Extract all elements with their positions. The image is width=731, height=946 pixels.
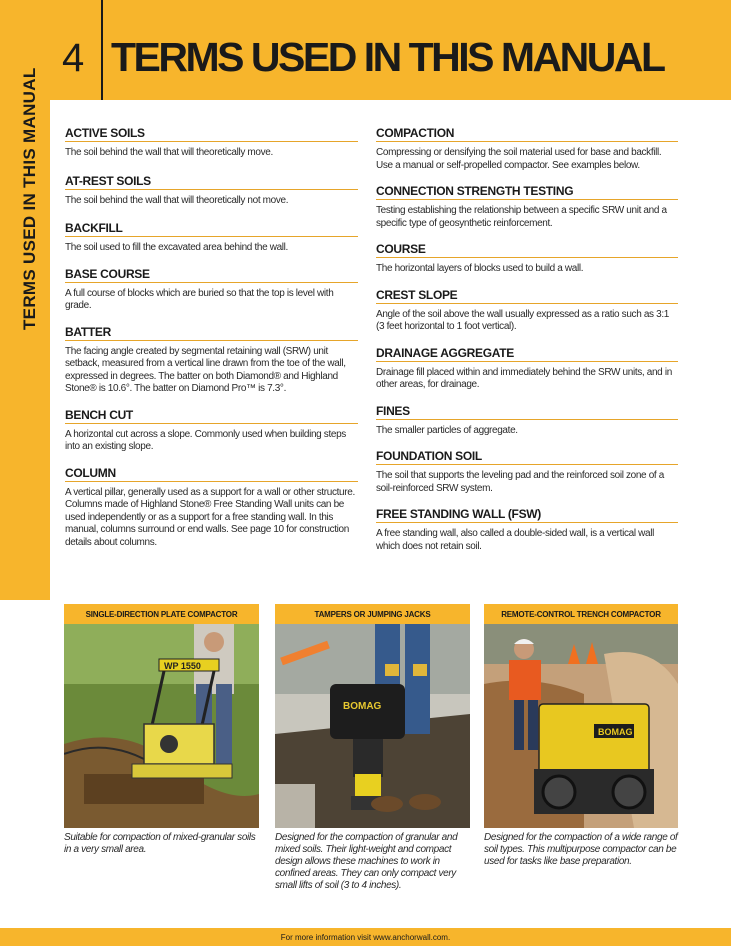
trench-compactor-illustration bbox=[484, 624, 678, 828]
side-title: TERMS USED IN THIS MANUAL bbox=[20, 67, 39, 330]
tamper-illustration bbox=[275, 624, 470, 828]
term-title: FINES bbox=[376, 404, 678, 420]
header-divider bbox=[101, 0, 103, 100]
term-definition: The smaller particles of aggregate. bbox=[376, 424, 518, 436]
machine-text: WP 1550 bbox=[164, 661, 201, 671]
term-title: BATTER bbox=[65, 325, 358, 341]
term-definition: Compressing or densifying the soil material used for base and backfill. Use a manual or self-propelled compactor. See examples below. bbox=[376, 147, 662, 171]
term-definition: The soil behind the wall that will theoretically not move. bbox=[65, 194, 289, 206]
term-title: FOUNDATION SOIL bbox=[376, 449, 678, 465]
term-definition: Angle of the soil above the wall usually expressed as a ratio such as 3:1 (3 feet horizontal to 1 foot vertical). bbox=[376, 308, 669, 332]
term-definition: Testing establishing the relationship between a specific SRW unit and a specific type of geosynthetic reinforcement. bbox=[376, 205, 667, 229]
term-definition: The horizontal layers of blocks used to build a wall. bbox=[376, 263, 584, 274]
term-definition: A free standing wall, also called a double-sided wall, is a vertical wall which does not retain soil. bbox=[376, 528, 654, 552]
term-column bbox=[65, 466, 358, 550]
photo-label: TAMPERS OR JUMPING JACKS bbox=[275, 604, 470, 624]
term-title: BENCH CUT bbox=[65, 408, 358, 424]
photo-label: REMOTE-CONTROL TRENCH COMPACTOR bbox=[484, 604, 678, 624]
term-active-soils bbox=[65, 126, 358, 160]
photo-card-trench-compactor bbox=[484, 604, 678, 868]
term-definition: Drainage fill placed within and immediately behind the SRW units, and in other areas, for drainage. bbox=[376, 366, 672, 390]
term-title: COURSE bbox=[376, 242, 678, 258]
term-definition: The soil behind the wall that will theoretically move. bbox=[65, 147, 273, 158]
plate-compactor-illustration bbox=[64, 624, 259, 828]
term-title: CREST SLOPE bbox=[376, 288, 678, 304]
term-title: COLUMN bbox=[65, 466, 358, 482]
page-title: TERMS USED IN THIS MANUAL bbox=[111, 34, 664, 80]
term-definition: A full course of blocks which are buried so that the top is level with grade. bbox=[65, 287, 334, 311]
photo-card-tamper bbox=[275, 604, 470, 892]
term-bench-cut bbox=[65, 408, 358, 454]
section-number: 4 bbox=[62, 36, 84, 80]
term-title: BACKFILL bbox=[65, 221, 358, 237]
photo-caption: Designed for the compaction of granular and mixed soils. Their light-weight and compact design allows these machines to work in confined areas. They can only compact very small lifts of soil (3 to 4 inches). bbox=[275, 832, 458, 891]
term-title: AT-REST SOILS bbox=[65, 174, 358, 190]
term-fines bbox=[376, 404, 678, 438]
machine-text: BOMAG bbox=[343, 701, 382, 712]
term-definition: A horizontal cut across a slope. Commonly used when building steps into an existing slope. bbox=[65, 428, 346, 452]
term-definition: The soil used to fill the excavated area behind the wall. bbox=[65, 242, 288, 253]
photo-label: SINGLE-DIRECTION PLATE COMPACTOR bbox=[64, 604, 259, 624]
photo-card-plate-compactor bbox=[64, 604, 259, 856]
term-batter bbox=[65, 325, 358, 396]
trench-compactor-photo bbox=[484, 624, 678, 828]
terms-right-column bbox=[376, 126, 678, 561]
plate-compactor-photo bbox=[64, 624, 259, 828]
term-course bbox=[376, 242, 678, 276]
machine-text: BOMAG bbox=[598, 727, 633, 737]
term-foundation-soil bbox=[376, 449, 678, 495]
tamper-photo bbox=[275, 624, 470, 828]
term-definition: The facing angle created by segmental retaining wall (SRW) unit setback, measured from a vertical line drawn from the toe of the wall, expressed in degrees. The batter on both Diamond® and Highland Stone® is 10.6°. The batter on Diamond Pro™ is 7.3°. bbox=[65, 345, 346, 394]
term-title: CONNECTION STRENGTH TESTING bbox=[376, 184, 678, 200]
term-title: ACTIVE SOILS bbox=[65, 126, 358, 142]
term-compaction bbox=[376, 126, 678, 172]
footer: For more information visit www.anchorwall.com. bbox=[0, 928, 731, 946]
term-at-rest-soils bbox=[65, 174, 358, 208]
term-title: DRAINAGE AGGREGATE bbox=[376, 346, 678, 362]
term-title: BASE COURSE bbox=[65, 267, 358, 283]
term-definition: A vertical pillar, generally used as a support for a wall or other structure. Columns made of Highland Stone® Free Standing Wall units can be used independently or as a support for a free standing wall. In this manual, columns surround or end walls. See page 10 for construction details about columns. bbox=[65, 486, 355, 548]
term-connection-strength-testing bbox=[376, 184, 678, 230]
photo-caption: Designed for the compaction of a wide range of soil types. This multipurpose compactor can be used for tasks like base preparation. bbox=[484, 832, 678, 867]
term-drainage-aggregate bbox=[376, 346, 678, 392]
term-title: COMPACTION bbox=[376, 126, 678, 142]
terms-left-column bbox=[65, 126, 358, 557]
term-backfill bbox=[65, 221, 358, 255]
term-base-course bbox=[65, 267, 358, 313]
term-definition: The soil that supports the leveling pad and the reinforced soil zone of a soil-reinforced SRW system. bbox=[376, 470, 664, 494]
term-crest-slope bbox=[376, 288, 678, 334]
term-free-standing-wall bbox=[376, 507, 678, 553]
photo-caption: Suitable for compaction of mixed-granular soils in a very small area. bbox=[64, 832, 256, 855]
term-title: FREE STANDING WALL (FSW) bbox=[376, 507, 678, 523]
